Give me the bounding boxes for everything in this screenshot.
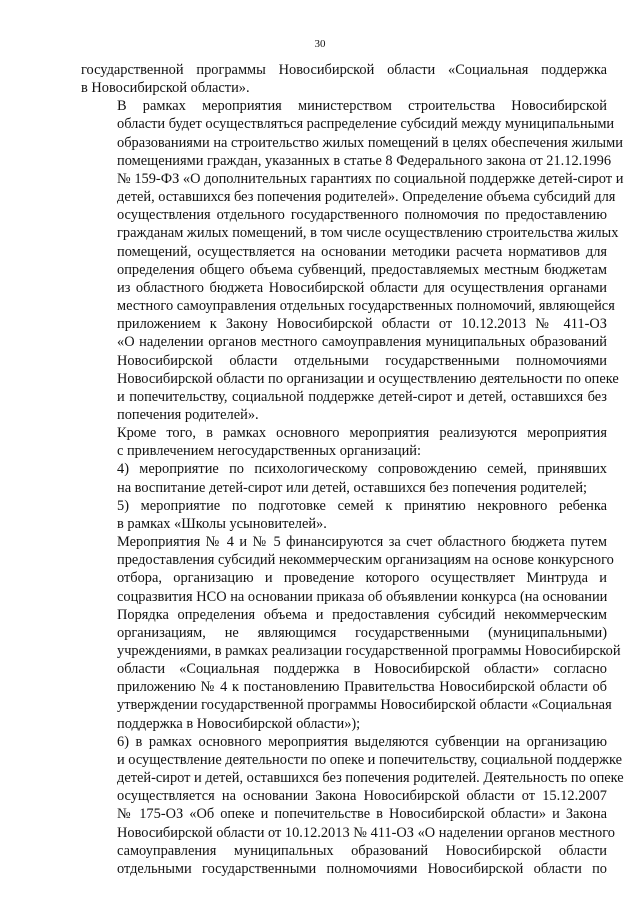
text-line: «О наделении органов местного самоуправления муниципальных образований: [117, 334, 607, 351]
text-line: определения общего объема субвенций, предоставляемых местным бюджетам: [117, 261, 607, 278]
text-line: попечения родителей».: [117, 406, 259, 423]
text-line: приложению № 4 к постановлению Правительства Новосибирской области об: [117, 679, 607, 696]
text-line: соцразвития НСО на основании приказа об объявлении конкурса (на основании: [117, 588, 608, 605]
text-line: местного самоуправления отдельных государственных полномочий, являющейся: [117, 298, 615, 315]
text-line: Новосибирской области по организации и осуществлению деятельности по опеке: [117, 370, 619, 387]
paragraph: [81, 61, 607, 97]
text-line: Мероприятия № 4 и № 5 финансируются за счет областного бюджета путем: [117, 534, 607, 551]
text-line: области будет осуществляться распределение субсидий между муниципальными: [117, 116, 615, 133]
paragraph: [81, 497, 607, 533]
text-line: на воспитание детей-сирот или детей, оставшихся без попечения родителей;: [117, 479, 588, 496]
text-line: помещениями граждан, указанных в статье 8 Федерального закона от 21.12.1996: [117, 152, 612, 169]
text-line: 6) в рамках основного мероприятия выделяются субвенции на организацию: [117, 733, 607, 750]
paragraph: [81, 533, 621, 733]
text-line: самоуправления муниципальных образований Новосибирской области: [117, 842, 607, 859]
text-line: учреждениями, в рамках реализации государственной программы Новосибирской: [117, 643, 621, 659]
text-line: предоставления субсидий некоммерческим организациям на основе конкурсного: [117, 552, 614, 569]
text-line: с привлечением негосударственных организаций:: [117, 443, 421, 460]
text-line: и попечительству, социальной поддержке детей-сирот и детей, оставшихся без: [117, 388, 607, 405]
text-line: 5) мероприятие по подготовке семей к принятию некровного ребенка: [117, 497, 607, 514]
text-line: В рамках мероприятия министерством строительства Новосибирской: [117, 98, 607, 115]
paragraph: [81, 733, 624, 878]
text-line: Новосибирской области от 10.12.2013 № 411-ОЗ «О наделении органов местного: [117, 824, 615, 841]
text-line: детей-сирот и детей, оставшихся без попечения родителей. Деятельность по опеке: [117, 770, 624, 787]
text-line: в рамках «Школы усыновителей».: [117, 515, 327, 532]
text-line: организациям, не являющимся государственными (муниципальными): [117, 624, 607, 641]
text-line: № 159-ФЗ «О дополнительных гарантиях по социальной поддержке детей-сирот и: [117, 170, 624, 187]
text-line: отдельными государственными полномочиями Новосибирской области по: [117, 860, 607, 877]
text-line: в Новосибирской области».: [81, 80, 250, 97]
paragraph: [81, 424, 607, 460]
text-line: поддержка в Новосибирской области»);: [117, 715, 361, 732]
paragraph: [81, 460, 607, 496]
text-line: отбора, организацию и проведение которого осуществляет Минтруда и: [117, 570, 607, 587]
text-line: детей, оставшихся без попечения родителей». Определение объема субсидий для: [117, 189, 616, 206]
text-line: области «Социальная поддержка в Новосибирской области» согласно: [117, 661, 607, 678]
text-line: и осуществление деятельности по опеке и попечительству, социальной поддержке: [117, 751, 623, 768]
text-line: 4) мероприятие по психологическому сопровождению семей, принявших: [117, 461, 607, 478]
text-line: Новосибирской области отдельными государственными полномочиями: [117, 352, 607, 369]
page-number: 30: [314, 38, 326, 50]
text-line: образованиями на строительство жилых помещений в целях обеспечения жилыми: [117, 134, 623, 151]
text-line: государственной программы Новосибирской области «Социальная поддержка: [81, 62, 607, 78]
paragraph: [81, 97, 624, 424]
text-line: утверждении государственной программы Новосибирской области «Социальная: [117, 697, 612, 714]
text-line: помещений, осуществляется на основании методики расчета нормативов для: [117, 243, 607, 260]
text-line: приложением к Закону Новосибирской области от 10.12.2013 № 411-ОЗ: [117, 316, 607, 333]
document-body: [81, 61, 624, 878]
text-line: из областного бюджета Новосибирской области для осуществления органами: [117, 279, 607, 296]
text-line: Порядка определения объема и предоставления субсидий некоммерческим: [117, 606, 607, 623]
text-line: № 175-ОЗ «Об опеке и попечительстве в Новосибирской области» и Закона: [117, 806, 607, 823]
text-line: осуществления отдельного государственного полномочия по предоставлению: [117, 207, 607, 224]
text-line: осуществляется на основании Закона Новосибирской области от 15.12.2007: [117, 788, 607, 805]
text-line: гражданам жилых помещений, в том числе осуществлению строительства жилых: [117, 225, 619, 242]
text-line: Кроме того, в рамках основного мероприятия реализуются мероприятия: [117, 425, 607, 442]
